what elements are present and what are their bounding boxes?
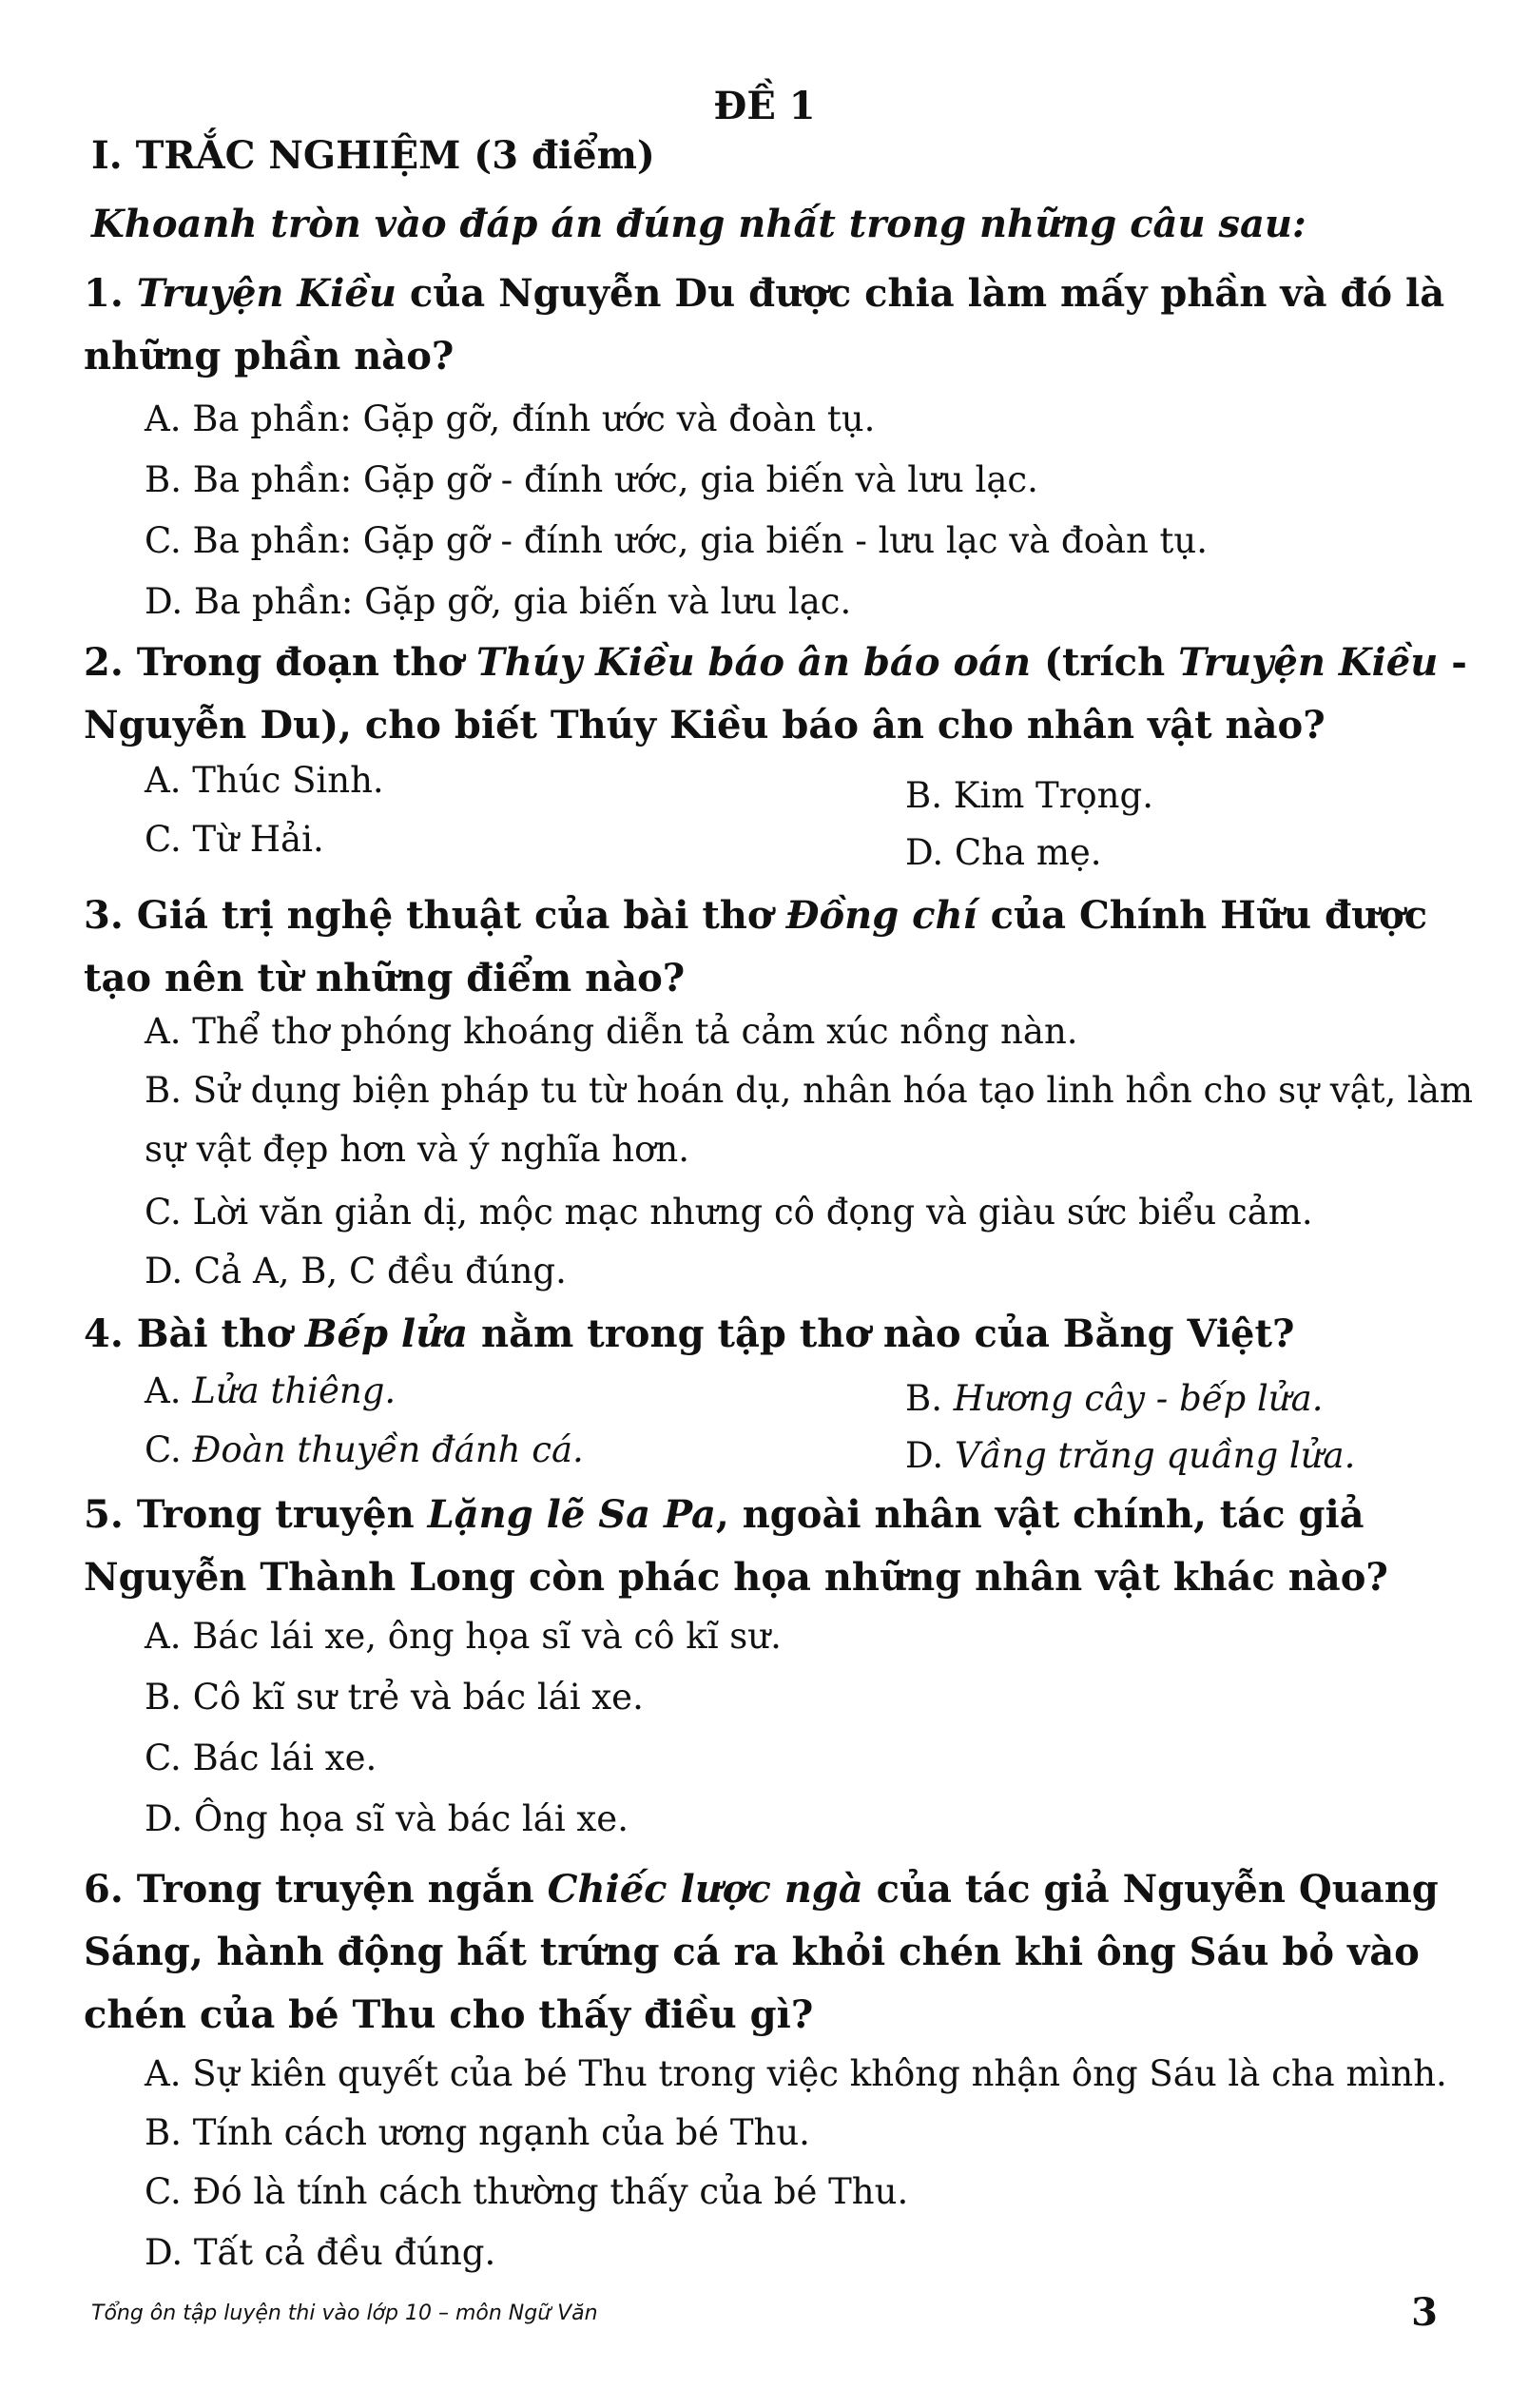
- option-1a[interactable]: A. Ba phần: Gặp gỡ, đính ước và đoàn tụ.: [145, 398, 876, 439]
- question-text: của Nguyễn Du được chia làm mấy phần và đó là những phần nào?: [84, 271, 1445, 379]
- question-text: Bài thơ: [136, 1311, 305, 1356]
- work-title: Truyện Kiều: [136, 271, 397, 316]
- option-text: Đoàn thuyền đánh cá.: [192, 1429, 584, 1470]
- question-text: Trong đoạn thơ: [136, 640, 477, 685]
- question-number: 6.: [84, 1867, 124, 1912]
- question-number: 5.: [84, 1492, 124, 1537]
- work-title: Lặng lẽ Sa Pa: [427, 1492, 716, 1537]
- option-3d[interactable]: D. Cả A, B, C đều đúng.: [145, 1251, 567, 1291]
- question-number: 1.: [84, 271, 124, 316]
- option-3c[interactable]: C. Lời văn giản dị, mộc mạc nhưng cô đọng và giàu sức biểu cảm.: [145, 1192, 1313, 1233]
- exam-title: ĐỀ 1: [713, 84, 816, 128]
- option-letter: D.: [905, 1435, 944, 1476]
- section-heading: I. TRẮC NGHIỆM (3 điểm): [91, 133, 655, 178]
- option-4d[interactable]: [905, 1427, 1495, 1486]
- question-text: - Nguyễn Du), cho biết Thúy Kiều báo ân cho nhân vật nào?: [84, 640, 1467, 748]
- option-3b[interactable]: B. Sử dụng biện pháp tu từ hoán dụ, nhân hóa tạo linh hồn cho sự vật, làm sự vật đẹp hơn và ý nghĩa hơn.: [145, 1070, 1474, 1170]
- option-6a[interactable]: A. Sự kiên quyết của bé Thu trong việc không nhận ông Sáu là cha mình.: [145, 2053, 1447, 2094]
- option-5d[interactable]: D. Ông họa sĩ và bác lái xe.: [145, 1798, 629, 1839]
- option-6b[interactable]: B. Tính cách ương ngạnh của bé Thu.: [145, 2112, 810, 2153]
- question-5: [84, 1484, 1472, 1609]
- option-2c[interactable]: C. Từ Hải.: [145, 819, 324, 860]
- instruction: Khoanh tròn vào đáp án đúng nhất trong những câu sau:: [91, 202, 1306, 246]
- question-2: [84, 631, 1472, 757]
- option-2d[interactable]: D. Cha mẹ.: [905, 832, 1102, 873]
- option-letter: A.: [145, 1370, 182, 1411]
- work-title: Bếp lửa: [304, 1311, 469, 1356]
- option-6c[interactable]: C. Đó là tính cách thường thấy của bé Thu.: [145, 2171, 909, 2212]
- work-title: Đồng chí: [785, 893, 977, 938]
- option-1c[interactable]: C. Ba phần: Gặp gỡ - đính ước, gia biến - lưu lạc và đoàn tụ.: [145, 520, 1209, 561]
- option-letter: C.: [145, 1429, 182, 1470]
- question-6: [84, 1858, 1472, 2047]
- option-1d[interactable]: D. Ba phần: Gặp gỡ, gia biến và lưu lạc.: [145, 581, 852, 622]
- question-text: , ngoài nhân vật chính, tác giả Nguyễn Thành Long còn phác họa những nhân vật khác nào?: [84, 1492, 1388, 1600]
- question-3: [84, 884, 1472, 1010]
- option-5a[interactable]: A. Bác lái xe, ông họa sĩ và cô kĩ sư.: [145, 1616, 782, 1657]
- question-text: của tác giả Nguyễn Quang Sáng, hành động hất trứng cá ra khỏi chén khi ông Sáu bỏ vào chén của bé Thu cho thấy điều gì?: [84, 1867, 1439, 2037]
- footer-book-title: Tổng ôn tập luyện thi vào lớp 10 – môn Ngữ Văn: [91, 2301, 598, 2325]
- work-title: Truyện Kiều: [1178, 640, 1439, 685]
- question-text: Trong truyện: [136, 1492, 428, 1537]
- question-1: [84, 262, 1472, 388]
- option-6d[interactable]: D. Tất cả đều đúng.: [145, 2232, 496, 2273]
- option-2b[interactable]: B. Kim Trọng.: [905, 775, 1153, 816]
- option-3a[interactable]: A. Thể thơ phóng khoáng diễn tả cảm xúc nồng nàn.: [145, 1011, 1078, 1052]
- question-text: nằm trong tập thơ nào của Bằng Việt?: [468, 1311, 1295, 1356]
- option-4b[interactable]: [905, 1369, 1495, 1428]
- option-5c[interactable]: C. Bác lái xe.: [145, 1738, 377, 1778]
- question-number: 4.: [84, 1311, 124, 1356]
- question-number: 3.: [84, 893, 124, 938]
- question-number: 2.: [84, 640, 124, 685]
- page-number: 3: [1411, 2290, 1438, 2335]
- question-text: Giá trị nghệ thuật của bài thơ: [136, 893, 786, 938]
- work-title: Thúy Kiều báo ân báo oán: [476, 640, 1032, 685]
- question-text: (trích: [1031, 640, 1179, 685]
- option-text: Hương cây - bếp lửa.: [953, 1378, 1324, 1419]
- work-title: Chiếc lược ngà: [547, 1867, 863, 1912]
- option-1b[interactable]: B. Ba phần: Gặp gỡ - đính ước, gia biến và lưu lạc.: [145, 459, 1038, 500]
- option-text: Lửa thiêng.: [192, 1370, 397, 1411]
- option-letter: B.: [905, 1378, 942, 1419]
- option-text: Vầng trăng quầng lửa.: [954, 1435, 1356, 1476]
- question-text: của Chính Hữu được tạo nên từ những điểm nào?: [84, 893, 1428, 1000]
- question-4: [84, 1303, 1472, 1366]
- option-2a[interactable]: A. Thúc Sinh.: [145, 760, 384, 801]
- question-text: Trong truyện ngắn: [136, 1867, 548, 1912]
- option-5b[interactable]: B. Cô kĩ sư trẻ và bác lái xe.: [145, 1677, 644, 1718]
